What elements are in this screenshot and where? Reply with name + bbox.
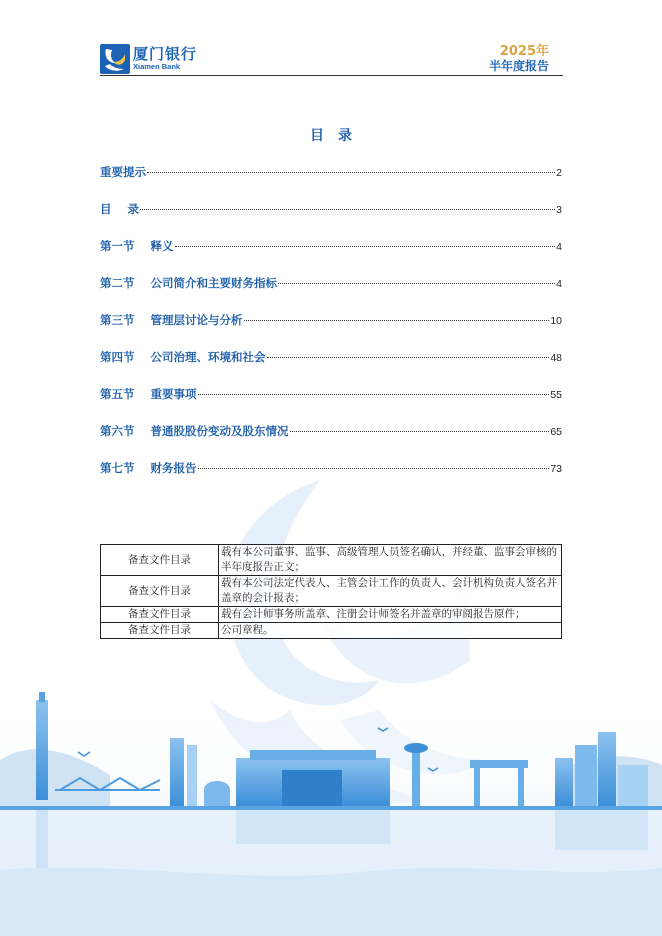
toc-entry-name: 管理层讨论与分析 bbox=[150, 313, 243, 327]
toc-entry-name: 普通股股份变动及股东情况 bbox=[150, 424, 289, 438]
toc-leader-dots bbox=[140, 209, 555, 210]
toc-entry-section: 第五节 bbox=[100, 387, 135, 401]
toc-entry-name: 释义 bbox=[150, 239, 174, 253]
toc-leader-dots bbox=[278, 283, 555, 284]
toc-entry-page: 48 bbox=[550, 352, 562, 364]
city-skyline-illustration bbox=[0, 690, 662, 936]
toc-entry-page: 10 bbox=[550, 315, 562, 327]
toc-entry-section: 第六节 bbox=[100, 424, 135, 438]
toc-entry-name: 公司治理、环境和社会 bbox=[150, 350, 266, 364]
toc-leader-dots bbox=[198, 468, 550, 469]
toc-entry[interactable] bbox=[100, 386, 562, 423]
toc-entry-page: 2 bbox=[556, 167, 562, 179]
toc-entry-section: 第四节 bbox=[100, 350, 135, 364]
toc-leader-dots bbox=[198, 394, 550, 395]
toc-leader-dots bbox=[147, 172, 555, 173]
toc-entry-name: 目 录 bbox=[100, 202, 140, 216]
toc-entry[interactable] bbox=[100, 201, 562, 238]
toc-entry[interactable] bbox=[100, 275, 562, 312]
toc-entry-name: 重要事项 bbox=[150, 387, 197, 401]
table-cell-label: 备查文件目录 bbox=[101, 576, 219, 607]
toc-entry-section: 第七节 bbox=[100, 461, 135, 475]
table-of-contents bbox=[100, 164, 562, 497]
table-row bbox=[101, 545, 562, 576]
report-name: 半年度报告 bbox=[488, 59, 549, 73]
toc-leader-dots bbox=[290, 431, 550, 432]
toc-entry[interactable] bbox=[100, 238, 562, 275]
brand-name-en: Xiamen Bank bbox=[133, 62, 181, 71]
toc-entry-page: 4 bbox=[556, 241, 562, 253]
toc-leader-dots bbox=[244, 320, 550, 321]
toc-title: 目录 bbox=[310, 128, 366, 144]
brand-name-cn: 厦门银行 bbox=[133, 45, 198, 63]
table-cell-text: 载有本公司董事、监事、高级管理人员签名确认，并经董、监事会审核的半年度报告正文； bbox=[219, 545, 562, 576]
toc-entry-page: 4 bbox=[556, 278, 562, 290]
toc-entry[interactable] bbox=[100, 164, 562, 201]
toc-entry-page: 3 bbox=[556, 204, 562, 216]
toc-entry-page: 55 bbox=[550, 389, 562, 401]
xiamen-bank-logo-icon bbox=[100, 44, 130, 74]
table-row bbox=[101, 607, 562, 623]
toc-entry[interactable] bbox=[100, 460, 562, 497]
toc-entry-page: 65 bbox=[550, 426, 562, 438]
table-cell-text: 载有会计师事务所盖章、注册会计师签名并盖章的审阅报告原件； bbox=[219, 607, 562, 623]
toc-entry[interactable] bbox=[100, 312, 562, 349]
table-cell-text: 公司章程。 bbox=[219, 623, 562, 639]
toc-entry-section: 第三节 bbox=[100, 313, 135, 327]
toc-entry-name: 公司简介和主要财务指标 bbox=[150, 276, 278, 290]
toc-entry-section: 第一节 bbox=[100, 239, 135, 253]
reference-documents-table bbox=[100, 544, 562, 639]
toc-entry-page: 73 bbox=[550, 463, 562, 475]
report-year: 2025年 bbox=[499, 44, 549, 59]
table-cell-label: 备查文件目录 bbox=[101, 607, 219, 623]
header-divider bbox=[100, 75, 563, 76]
table-row bbox=[101, 623, 562, 639]
toc-leader-dots bbox=[175, 246, 556, 247]
toc-entry-section: 第二节 bbox=[100, 276, 135, 290]
toc-leader-dots bbox=[267, 357, 550, 358]
toc-entry-name: 财务报告 bbox=[150, 461, 197, 475]
toc-entry[interactable] bbox=[100, 423, 562, 460]
toc-entry[interactable] bbox=[100, 349, 562, 386]
table-cell-label: 备查文件目录 bbox=[101, 623, 219, 639]
table-cell-label: 备查文件目录 bbox=[101, 545, 219, 576]
toc-entry-name: 重要提示 bbox=[100, 165, 146, 179]
page-header bbox=[100, 40, 563, 76]
table-row bbox=[101, 576, 562, 607]
table-cell-text: 载有本公司法定代表人、主管会计工作的负责人、会计机构负责人签名并盖章的会计报表； bbox=[219, 576, 562, 607]
